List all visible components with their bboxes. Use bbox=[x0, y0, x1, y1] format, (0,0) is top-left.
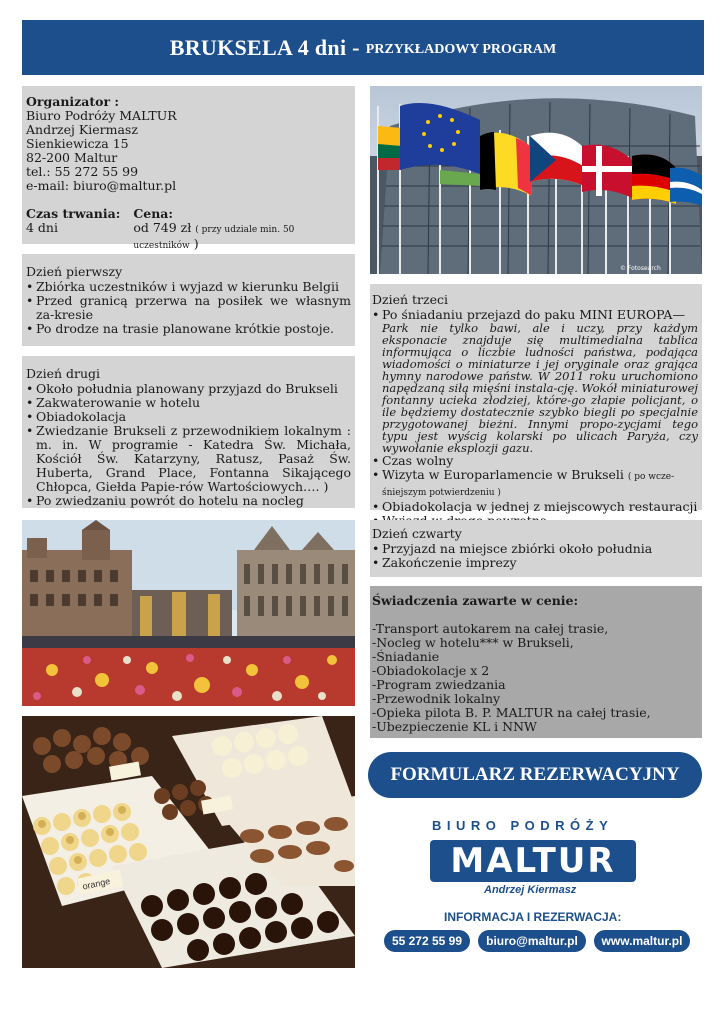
email-pill[interactable]: biuro@maltur.pl bbox=[478, 930, 586, 952]
list-item: • Czas wolny bbox=[372, 454, 698, 468]
day3-item-mini-europa: Po śniadaniu przejazd do paku MINI EUROPA— bbox=[382, 307, 685, 322]
duration-label: Czas trwania: bbox=[26, 206, 121, 221]
organizer-line: Biuro Podróży MALTUR bbox=[26, 108, 177, 123]
organizer-box bbox=[22, 86, 355, 251]
logo-top-text: BIURO PODRÓŻY bbox=[432, 818, 614, 833]
day2-box bbox=[22, 356, 355, 508]
grand-place-photo bbox=[22, 520, 355, 706]
list-item: • Zakończenie imprezy bbox=[372, 556, 698, 570]
photo-credit: © Fotosearch bbox=[620, 265, 661, 272]
phone-pill[interactable]: 55 272 55 99 bbox=[384, 930, 470, 952]
day4-title: Dzień czwarty bbox=[372, 526, 462, 541]
page-subtitle: PRZYKŁADOWY PROGRAM bbox=[365, 41, 557, 57]
included-item: -Opieka pilota B. P. MALTUR na całej trasie, bbox=[372, 705, 651, 720]
booking-form-button[interactable]: FORMULARZ REZERWACYJNY bbox=[368, 752, 702, 798]
mini-europa-description: Park nie tylko bawi, ale i uczy, przy każdym eksponacie znajduje się multimedialna tablica informująca o liczbie ludności państwa, podająca wiadomości o miniaturze i jej oryginale oraz grająca hymny narodowe państw. W 2011 roku uruchomiono napędzaną siłą mięśni instala-cję. Wokół miniaturowej fontanny ucieka złodziej, które-go złapie policjant, o ile będziemy dostatecznie szybko biegli po specjalnie przygotowanej bieżni. Innymi propo-zycjami tego typu jest wyścig kolarski po ulicach Paryża, czy wywołanie eksplozji gazu. bbox=[382, 321, 698, 455]
day3-list-cont bbox=[372, 454, 698, 528]
day3-box bbox=[370, 284, 702, 514]
day1-list bbox=[26, 280, 351, 336]
day1-box bbox=[22, 254, 355, 346]
page-title: BRUKSELA 4 dni - bbox=[169, 34, 360, 60]
day1-title: Dzień pierwszy bbox=[26, 264, 123, 279]
organizer-line: e-mail: biuro@maltur.pl bbox=[26, 178, 177, 193]
list-item: • Przed granicą przerwa na posiłek we własnym za-kresie bbox=[26, 294, 351, 322]
organizer-line: tel.: 55 272 55 99 bbox=[26, 164, 139, 179]
list-item: • Zakwaterowanie w hotelu bbox=[26, 396, 351, 410]
organizer-line: Andrzej Kiermasz bbox=[26, 122, 138, 137]
orange-label: orange bbox=[81, 876, 112, 892]
price-note: ( przy udziale min. 50 uczestników bbox=[133, 225, 295, 251]
list-item bbox=[372, 468, 698, 500]
included-item: -Transport autokarem na całej trasie, bbox=[372, 621, 609, 636]
included-item: -Śniadanie bbox=[372, 649, 440, 664]
logo-owner: Andrzej Kiermasz bbox=[484, 884, 577, 896]
list-item: • Zwiedzanie Brukseli z przewodnikiem lokalnym : m. in. W programie - Katedra Św. Michała, Kościół Św. Katarzyny, Ratusz, Pasaż Św. Huberta, Grand Place, Fontanna Sikającego Chłopca, Giełda Papie-rów Wartościowych…. ) bbox=[26, 424, 351, 494]
day3-item-parliament: Wizyta w Europarlamencie w Brukseli bbox=[382, 467, 624, 482]
page-header bbox=[22, 20, 704, 75]
organizer-line: 82-200 Maltur bbox=[26, 150, 118, 165]
included-item: -Przewodnik lokalny bbox=[372, 691, 501, 706]
day3-item-parliament-note: ( po wcze-śniejszym potwierdzeniu ) bbox=[382, 472, 675, 498]
day3-list bbox=[372, 308, 698, 322]
list-item: • Około południa planowany przyjazd do Brukseli bbox=[26, 382, 351, 396]
grand-place-illustration bbox=[22, 520, 355, 706]
included-item: -Ubezpieczenie KL i NNW bbox=[372, 719, 537, 734]
list-item: • Zbiórka uczestników i wyjazd w kierunku Belgii bbox=[26, 280, 351, 294]
included-item: -Nocleg w hotelu*** w Brukseli, bbox=[372, 635, 574, 650]
day2-title: Dzień drugi bbox=[26, 366, 101, 381]
parliament-flags-illustration bbox=[370, 86, 702, 274]
website-pill[interactable]: www.maltur.pl bbox=[594, 930, 690, 952]
logo-name-box bbox=[430, 840, 636, 882]
list-item: • Po drodze na trasie planowane krótkie postoje. bbox=[26, 322, 351, 336]
organizer-heading: Organizator : bbox=[26, 94, 120, 109]
list-item: • Obiadokolacja bbox=[26, 410, 351, 424]
list-item bbox=[372, 308, 698, 322]
list-item: • Po zwiedzaniu powrót do hotelu na nocleg bbox=[26, 494, 351, 508]
duration-value: 4 dni bbox=[26, 220, 58, 235]
day2-list bbox=[26, 382, 351, 508]
list-item: • Obiadokolacja w jednej z miejscowych restauracji bbox=[372, 500, 698, 514]
included-item: -Obiadokolacje x 2 bbox=[372, 663, 490, 678]
info-heading: INFORMACJA I REZERWACJA: bbox=[444, 910, 622, 924]
price-value: od 749 zł bbox=[133, 220, 192, 235]
included-box bbox=[370, 586, 702, 738]
day3-title: Dzień trzeci bbox=[372, 292, 449, 307]
included-heading: Świadczenia zawarte w cenie: bbox=[372, 593, 579, 608]
chocolate-illustration bbox=[22, 716, 355, 968]
included-item: -Program zwiedzania bbox=[372, 677, 506, 692]
price-note-end: ) bbox=[193, 236, 199, 251]
list-item: • Przyjazd na miejsce zbiórki około południa bbox=[372, 542, 698, 556]
price-value-line bbox=[133, 221, 351, 253]
maltur-logo bbox=[368, 810, 702, 930]
logo-name: MALTUR bbox=[450, 841, 616, 881]
day4-box bbox=[370, 520, 702, 577]
price-label: Cena: bbox=[133, 206, 174, 221]
chocolate-photo bbox=[22, 716, 355, 968]
european-parliament-photo bbox=[370, 86, 702, 274]
organizer-line: Sienkiewicza 15 bbox=[26, 136, 129, 151]
day4-list bbox=[372, 542, 698, 570]
